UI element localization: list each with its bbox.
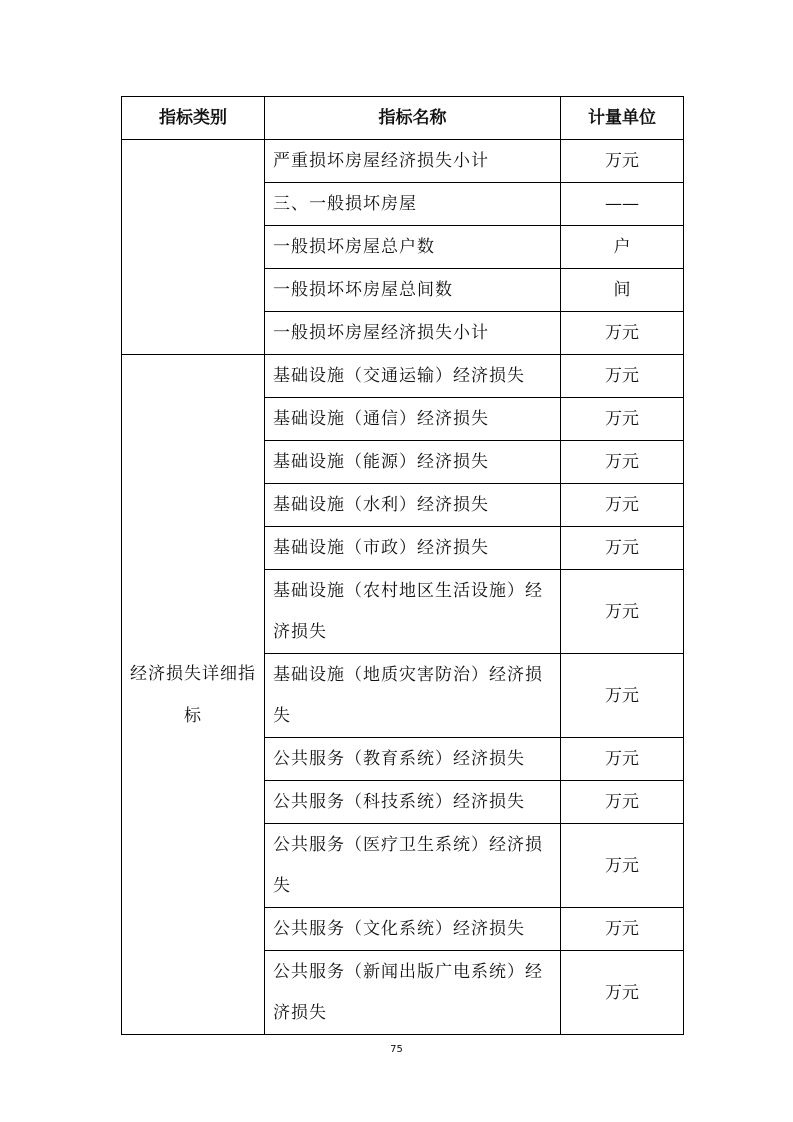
indicator-unit: 万元: [561, 738, 684, 781]
indicator-unit: 万元: [561, 951, 684, 1035]
indicator-unit: 万元: [561, 140, 684, 183]
category-cell-continued: [122, 140, 265, 355]
indicator-name: 基础设施（市政）经济损失: [265, 527, 561, 570]
header-name: 指标名称: [265, 97, 561, 140]
indicator-unit: 户: [561, 226, 684, 269]
indicator-unit: 万元: [561, 398, 684, 441]
header-category: 指标类别: [122, 97, 265, 140]
header-unit: 计量单位: [561, 97, 684, 140]
indicator-name: 一般损坏房屋总户数: [265, 226, 561, 269]
indicator-name: 公共服务（新闻出版广电系统）经济损失: [265, 951, 561, 1035]
indicator-unit: 间: [561, 269, 684, 312]
indicator-name: 基础设施（地质灾害防治）经济损失: [265, 654, 561, 738]
indicator-unit: 万元: [561, 527, 684, 570]
category-cell: 经济损失详细指标: [122, 355, 265, 1035]
indicator-unit: 万元: [561, 908, 684, 951]
indicator-name: 公共服务（医疗卫生系统）经济损失: [265, 824, 561, 908]
indicator-unit: 万元: [561, 355, 684, 398]
indicator-name: 基础设施（能源）经济损失: [265, 441, 561, 484]
table-row: [122, 355, 684, 398]
table-row: [122, 140, 684, 183]
indicator-unit: 万元: [561, 312, 684, 355]
indicator-unit: 万元: [561, 654, 684, 738]
indicator-name: 基础设施（交通运输）经济损失: [265, 355, 561, 398]
indicator-unit: 万元: [561, 441, 684, 484]
indicator-name: 基础设施（农村地区生活设施）经济损失: [265, 570, 561, 654]
indicator-name: 三、一般损坏房屋: [265, 183, 561, 226]
indicator-name: 公共服务（科技系统）经济损失: [265, 781, 561, 824]
indicator-table: [121, 96, 684, 1035]
indicator-name: 公共服务（文化系统）经济损失: [265, 908, 561, 951]
indicator-name: 基础设施（水利）经济损失: [265, 484, 561, 527]
indicator-unit: 万元: [561, 570, 684, 654]
indicator-name: 公共服务（教育系统）经济损失: [265, 738, 561, 781]
indicator-unit: 万元: [561, 781, 684, 824]
indicator-unit: ——: [561, 183, 684, 226]
indicator-name: 严重损坏房屋经济损失小计: [265, 140, 561, 183]
indicator-unit: 万元: [561, 824, 684, 908]
table-header-row: [122, 97, 684, 140]
indicator-name: 基础设施（通信）经济损失: [265, 398, 561, 441]
indicator-name: 一般损坏房屋经济损失小计: [265, 312, 561, 355]
indicator-name: 一般损坏坏房屋总间数: [265, 269, 561, 312]
indicator-unit: 万元: [561, 484, 684, 527]
page-number: 75: [390, 1044, 403, 1055]
